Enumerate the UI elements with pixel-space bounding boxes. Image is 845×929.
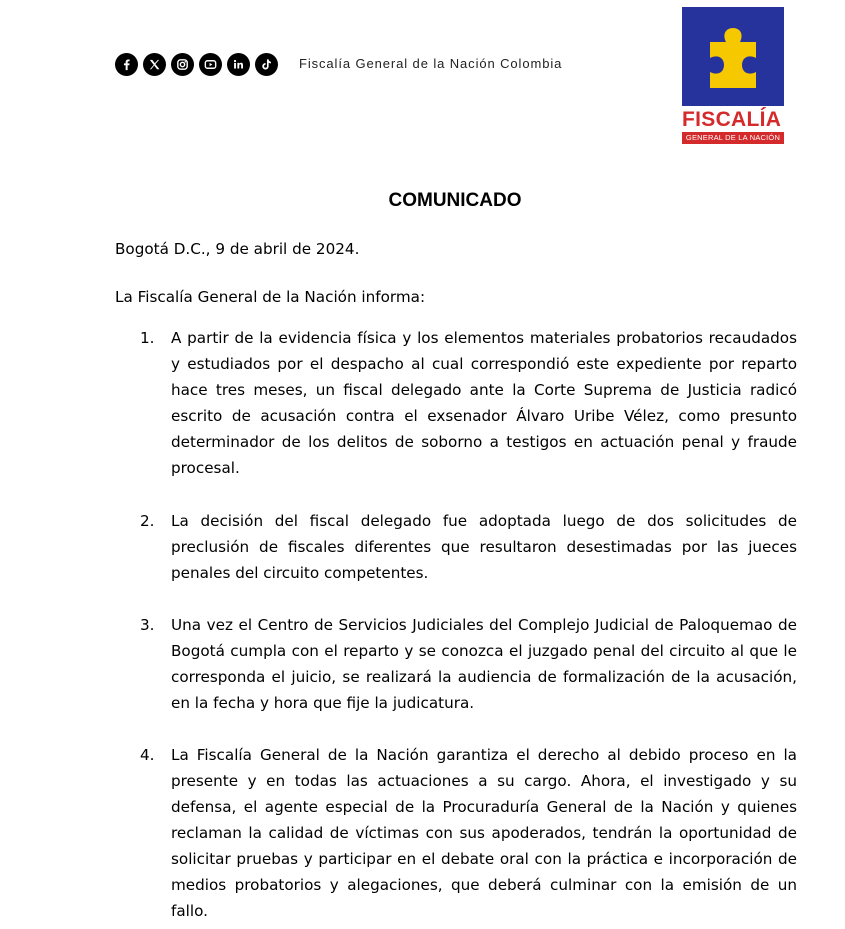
list-item-text: Una vez el Centro de Servicios Judiciales del Complejo Judicial de Paloquemao de Bogotá cumpla con el reparto y se conozca el juzgado penal del circuito al que le corresponda el juicio, se realizará la audiencia de formalización de la acusación, en la fecha y hora que fije la judicatura. [171, 616, 797, 712]
document-date: Bogotá D.C., 9 de abril de 2024. [115, 240, 360, 258]
logo-wordmark: FISCALÍA [682, 108, 782, 131]
list-item-text: La decisión del fiscal delegado fue adoptada luego de dos solicitudes de preclusión de fiscales diferentes que resultaron desestimadas por las jueces penales del circuito competentes. [171, 512, 797, 582]
youtube-icon[interactable] [199, 53, 222, 76]
linkedin-icon[interactable] [227, 53, 250, 76]
facebook-icon[interactable] [115, 53, 138, 76]
list-item-number: 4. [140, 746, 155, 764]
list-item-text: La Fiscalía General de la Nación garantiza el derecho al debido proceso en la presente y en todas las actuaciones a su cargo. Ahora, el investigado y su defensa, el agente especial de la Procuraduría General de la Nación y quienes reclaman la calidad de víctimas con sus apoderados, tendrán la oportunidad de solicitar pruebas y participar en el debate oral con la práctica e incorporación de medios probatorios y alegaciones, que deberá culminar con la emisión de un fallo. [171, 746, 797, 920]
logo-subtitle: GENERAL DE LA NACIÓN [682, 132, 784, 144]
document-intro: La Fiscalía General de la Nación informa: [115, 288, 426, 306]
list-item-number: 2. [140, 512, 155, 530]
list-item-text: A partir de la evidencia física y los elementos materiales probatorios recaudados y estudiados por el despacho al cual correspondió este expediente por reparto hace tres meses, un fiscal delegado ante la Corte Suprema de Justicia radicó escrito de acusación contra el exsenador Álvaro Uribe Vélez, como presunto determinador de los delitos de soborno a testigos en actuación penal y fraude procesal. [171, 329, 797, 477]
logo-emblem [682, 7, 784, 106]
tiktok-icon[interactable] [255, 53, 278, 76]
puzzle-piece-icon [696, 20, 770, 94]
instagram-icon[interactable] [171, 53, 194, 76]
x-icon[interactable] [143, 53, 166, 76]
list-item-number: 1. [140, 329, 155, 347]
document-title: COMUNICADO [388, 190, 522, 211]
social-icons [115, 53, 278, 76]
fiscalia-logo [682, 7, 784, 145]
org-name: Fiscalía General de la Nación Colombia [299, 56, 563, 71]
list-item-number: 3. [140, 616, 155, 634]
